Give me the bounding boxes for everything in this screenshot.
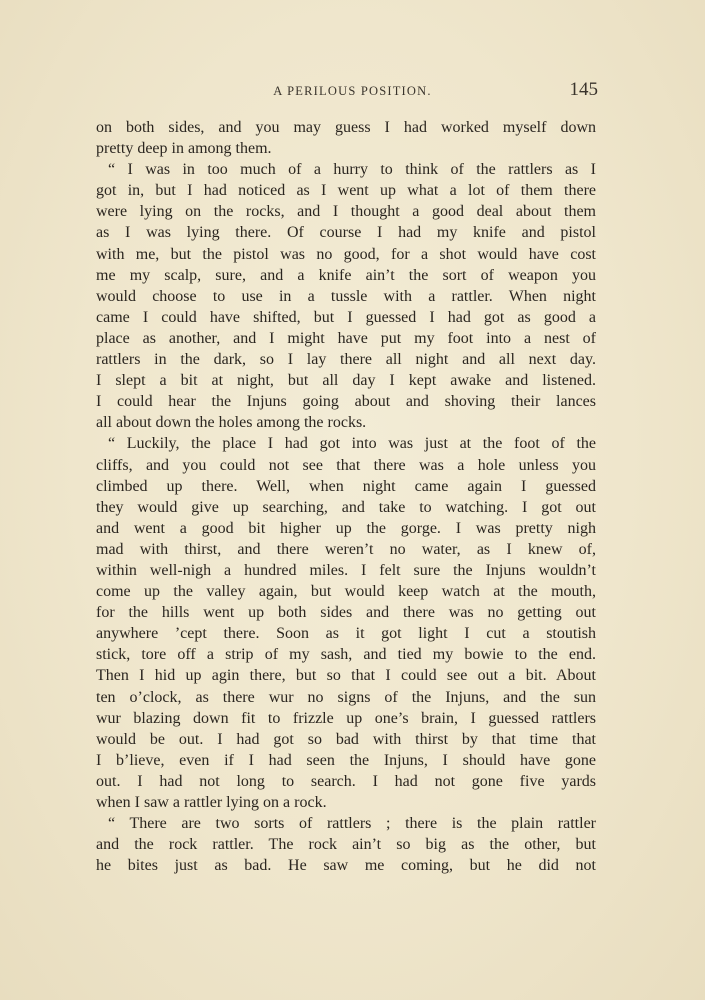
running-head <box>0 79 705 103</box>
text-line: place as another, and I might have put my foot into a nest of <box>96 329 596 347</box>
text-line: they would give up searching, and take to watching. I got out <box>96 498 596 516</box>
text-line: and went a good bit higher up the gorge. I was pretty nigh <box>96 519 596 537</box>
text-line: got in, but I had noticed as I went up what a lot of them there <box>96 182 596 200</box>
text-line: and the rock rattler. The rock ain’t so big as the other, but <box>96 836 596 854</box>
text-line: ten o’clock, as there wur no signs of the Injuns, and the sun <box>96 688 596 706</box>
text-line: would be out. I had got so bad with thirst by that time that <box>96 730 596 748</box>
page-number: 145 <box>569 79 598 100</box>
running-title: A PERILOUS POSITION. <box>273 84 432 98</box>
text-line: were lying on the rocks, and I thought a good deal about them <box>96 203 596 221</box>
text-line: when I saw a rattler lying on a rock. <box>96 794 327 811</box>
text-line: I b’lieve, even if I had seen the Injuns, I should have gone <box>96 751 596 769</box>
text-line: rattlers in the dark, so I lay there all night and all next day. <box>96 351 596 369</box>
text-line: cliffs, and you could not see that there was a hole unless you <box>96 456 596 474</box>
text-line: he bites just as bad. He saw me coming, but he did not <box>96 857 596 875</box>
text-line: Then I hid up agin there, but so that I could see out a bit. About <box>96 667 596 685</box>
text-line: wur blazing down fit to frizzle up one’s brain, I guessed rattlers <box>96 709 596 727</box>
text-line: pretty deep in among them. <box>96 140 272 158</box>
text-line: stick, tore off a strip of my sash, and tied my bowie to the end. <box>96 646 596 664</box>
text-line: all about down the holes among the rocks. <box>96 414 367 432</box>
text-line: anywhere ’cept there. Soon as it got light I cut a stoutish <box>96 625 596 643</box>
text-line: “ Luckily, the place I had got into was just at the foot of the <box>108 435 596 453</box>
text-line: within well-nigh a hundred miles. I felt sure the Injuns wouldn’t <box>96 561 596 579</box>
text-line: as I was lying there. Of course I had my knife and pistol <box>96 224 596 242</box>
body-text <box>96 117 596 876</box>
text-line: mad with thirst, and there weren’t no water, as I knew of, <box>96 540 596 558</box>
text-line: on both sides, and you may guess I had worked myself down <box>96 119 596 136</box>
text-line: out. I had not long to search. I had not gone five yards <box>96 772 596 790</box>
text-line: I slept a bit at night, but all day I kept awake and listened. <box>96 372 596 390</box>
text-line: me my scalp, sure, and a knife ain’t the sort of weapon you <box>96 266 596 284</box>
text-line: for the hills went up both sides and there was no getting out <box>96 604 596 622</box>
text-line: with me, but the pistol was no good, for a shot would have cost <box>96 245 596 263</box>
text-line: “ I was in too much of a hurry to think of the rattlers as I <box>108 161 596 179</box>
text-line: climbed up there. Well, when night came again I guessed <box>96 477 596 495</box>
text-line: came I could have shifted, but I guessed I had got as good a <box>96 308 596 326</box>
text-line: I could hear the Injuns going about and shoving their lances <box>96 393 596 411</box>
text-line: “ There are two sorts of rattlers ; there is the plain rattler <box>108 815 596 833</box>
text-line: come up the valley again, but would keep watch at the mouth, <box>96 583 596 601</box>
text-line: would choose to use in a tussle with a rattler. When night <box>96 287 596 305</box>
